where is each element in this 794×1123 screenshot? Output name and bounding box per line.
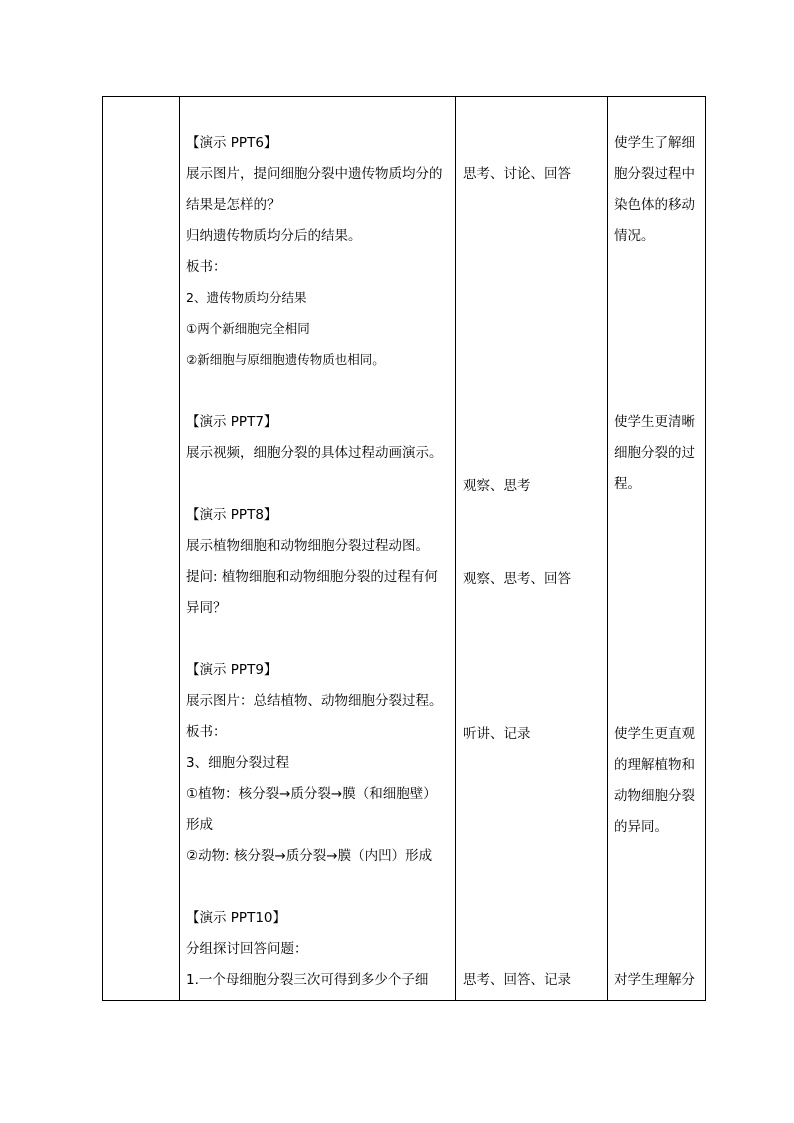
intent-line: 细胞分裂的过	[614, 445, 695, 461]
content-line: 【演示 PPT9】	[186, 662, 278, 678]
content-line: 板书：	[186, 259, 227, 275]
content-line: 展示植物细胞和动物细胞分裂过程动图。	[186, 538, 429, 554]
intent-line: 程。	[614, 476, 641, 492]
intent-line: 动物细胞分裂	[614, 788, 695, 804]
content-line: 2、遗传物质均分结果	[186, 290, 307, 305]
content-line: 【演示 PPT8】	[186, 507, 278, 523]
content-line: 板书：	[186, 724, 227, 740]
intent-line: 使学生更清晰	[614, 414, 695, 430]
content-line: 【演示 PPT10】	[186, 910, 286, 926]
intent-line: 染色体的移动	[614, 197, 695, 213]
content-line: 分组探讨回答问题：	[186, 941, 308, 957]
intent-line: 情况。	[614, 228, 655, 244]
content-line: 异同？	[186, 600, 227, 616]
intent-line: 对学生理解分	[614, 972, 695, 988]
student-activity: 听讲、记录	[463, 726, 531, 742]
content-line: 归纳遗传物质均分后的结果。	[186, 228, 362, 244]
content-line: 提问: 植物细胞和动物细胞分裂的过程有何	[186, 569, 438, 585]
content-line: 【演示 PPT6】	[186, 135, 278, 151]
content-line: ②新细胞与原细胞遗传物质也相同。	[186, 352, 385, 367]
column-divider	[179, 97, 180, 1000]
content-line: 展示视频，细胞分裂的具体过程动画演示。	[186, 445, 443, 461]
lesson-table	[102, 96, 706, 1001]
content-line: 展示图片：总结植物、动物细胞分裂过程。	[186, 693, 443, 709]
student-activity: 思考、讨论、回答	[463, 166, 571, 182]
content-line: 【演示 PPT7】	[186, 414, 278, 430]
content-line: 形成	[186, 817, 213, 833]
content-line: ①两个新细胞完全相同	[186, 321, 310, 336]
intent-line: 使学生更直观	[614, 726, 695, 742]
intent-line: 的理解植物和	[614, 757, 695, 773]
student-activity: 观察、思考	[463, 478, 531, 494]
intent-line: 使学生了解细	[614, 135, 695, 151]
content-line: 1.一个母细胞分裂三次可得到多少个子细	[186, 972, 429, 988]
content-line: 展示图片，提问细胞分裂中遗传物质均分的	[186, 166, 443, 182]
content-line: ②动物: 核分裂→质分裂→膜（内凹）形成	[186, 848, 433, 864]
intent-line: 胞分裂过程中	[614, 166, 695, 182]
content-line: ①植物：核分裂→质分裂→膜（和细胞壁）	[186, 786, 437, 802]
student-activity: 观察、思考、回答	[463, 571, 571, 587]
content-line: 3、细胞分裂过程	[186, 755, 290, 771]
intent-line: 的异同。	[614, 819, 668, 835]
student-activity: 思考、回答、记录	[463, 972, 571, 988]
column-divider	[607, 97, 608, 1000]
column-divider	[455, 97, 456, 1000]
content-line: 结果是怎样的？	[186, 197, 281, 213]
